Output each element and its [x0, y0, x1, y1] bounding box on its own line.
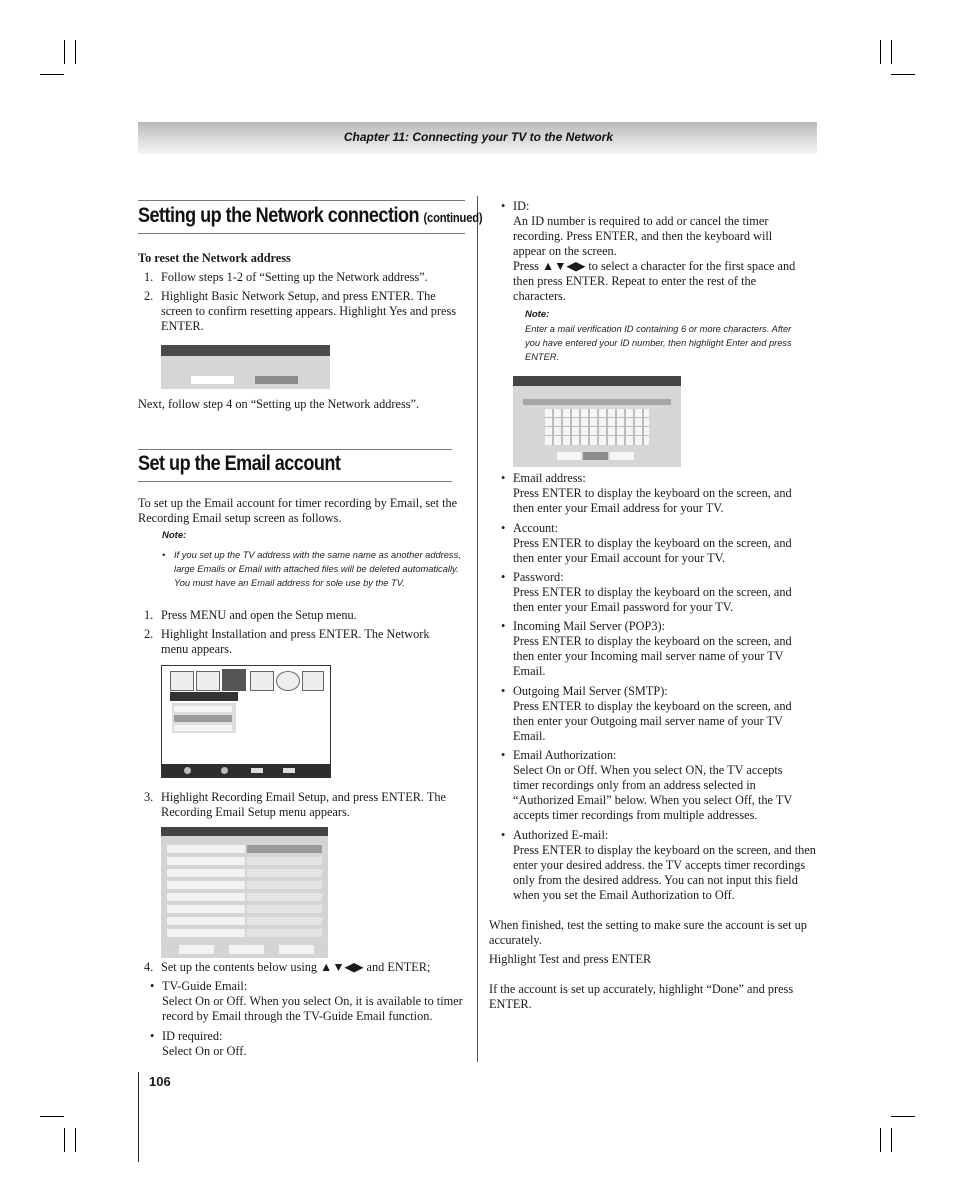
step-2: 2. Highlight Installation and press ENTER. The Network menu appears.	[144, 627, 430, 656]
bullet-tv-guide-email: • TV-Guide Email: Select On or Off. When you select On, it is available to timer record by Email through the TV-Guide Email function.	[150, 979, 463, 1023]
keyboard-screenshot	[513, 376, 681, 467]
menu-title-bar	[170, 692, 238, 701]
bullet-id: • ID: An ID number is required to add or cancel the timer recording. Press ENTER, and then the keyboard will appear on the screen. Press ▲▼◀▶ to select a character for the first space and then press ENTER. Repeat to enter the rest of the characters.	[501, 199, 796, 303]
page-number: 106	[149, 1074, 171, 1089]
selected-row	[247, 845, 322, 853]
email-intro: To set up the Email account for timer recording by Email, set the Recording Email setup screen as follows.	[138, 496, 458, 525]
title-rule-bottom	[138, 233, 465, 234]
reset-heading: To reset the Network address	[138, 251, 291, 265]
id-note-body: Enter a mail verification ID containing 6 or more characters. After you have entered your ID number, then highlight Enter and press ENTER.	[525, 324, 792, 362]
menu-list	[172, 703, 236, 733]
bullet-email-authorization: • Email Authorization: Select On or Off. When you select ON, the TV accepts timer recordings only from an address selected in “Authorized Email” below. When you select Off, the TV accepts timer recordings from multiple addresses.	[501, 748, 792, 822]
page-number-rule	[138, 1072, 139, 1162]
step-4: 4. Set up the contents below using ▲▼◀▶ and ENTER;	[144, 960, 431, 974]
bullet-authorized-email: • Authorized E-mail: Press ENTER to display the keyboard on the screen, and then enter your desired address. the TV accepts timer recordings only from the desired address. You can not input this field when you set the Email Authorization to Off.	[501, 828, 816, 902]
network-menu-screenshot	[161, 665, 331, 778]
keyboard-row-divider	[545, 435, 649, 436]
chapter-title: Chapter 11: Connecting your TV to the Network	[343, 130, 613, 144]
column-divider	[477, 196, 478, 1062]
note-heading: Note:	[162, 530, 187, 541]
chapter-header	[138, 122, 817, 154]
reset-confirm-screenshot	[161, 345, 330, 389]
enter-key-highlight	[583, 452, 608, 460]
bullet-email-address: • Email address: Press ENTER to display the keyboard on the screen, and then enter your Email address for your TV.	[501, 471, 792, 515]
keyboard-row-divider	[545, 426, 649, 427]
finish-text-2: Highlight Test and press ENTER	[489, 952, 652, 966]
plug-icon	[196, 671, 220, 691]
step-3: 3. Highlight Recording Email Setup, and press ENTER. The Recording Email Setup menu appears.	[144, 790, 446, 819]
section-title-network: Setting up the Network connection (continued)	[138, 204, 483, 227]
bullet-outgoing-server: • Outgoing Mail Server (SMTP): Press ENTER to display the keyboard on the screen, and then enter your Outgoing mail server name of your TV Email.	[501, 684, 792, 743]
menu-tab-icons	[170, 669, 322, 691]
bullet-id-required: • ID required: Select On or Off.	[150, 1029, 247, 1058]
reset-step-1: 1. Follow steps 1-2 of “Setting up the Network address”.	[144, 270, 428, 284]
menu-item-selected	[174, 715, 232, 722]
setup-icon	[222, 669, 246, 691]
keyboard-buttons	[557, 452, 637, 460]
bullet-account: • Account: Press ENTER to display the keyboard on the screen, and then enter your Email account for your TV.	[501, 521, 792, 565]
keyboard-keys	[545, 409, 649, 445]
picture-icon	[250, 671, 274, 691]
keyboard-row-divider	[545, 417, 649, 418]
step-1: 1. Press MENU and open the Setup menu.	[144, 608, 357, 622]
finish-text-3: If the account is set up accurately, highlight “Done” and press ENTER.	[489, 982, 794, 1011]
antenna-icon	[170, 671, 194, 691]
note-body: • If you set up the TV address with the same name as another address, large Emails or Email with attached files will be deleted automatically. You must have an Email address for sole use by the TV.	[162, 550, 461, 588]
recording-email-setup-screenshot	[161, 827, 328, 958]
id-note-heading: Note:	[525, 309, 550, 320]
menu-footer-bar	[162, 764, 330, 777]
next-step-text: Next, follow step 4 on “Setting up the Network address”.	[138, 397, 420, 411]
bullet-incoming-server: • Incoming Mail Server (POP3): Press ENTER to display the keyboard on the screen, and then enter your Incoming mail server name of your TV Email.	[501, 619, 792, 678]
finish-text-1: When finished, test the setting to make sure the account is set up accurately.	[489, 918, 807, 947]
section-title-email: Set up the Email account	[138, 452, 341, 475]
id-entry-field	[523, 399, 671, 405]
title-rule-top	[138, 200, 465, 201]
title2-rule-top	[138, 449, 452, 450]
no-button	[255, 376, 298, 384]
yes-button	[191, 376, 234, 384]
bullet-password: • Password: Press ENTER to display the keyboard on the screen, and then enter your Email password for your TV.	[501, 570, 792, 614]
setup-buttons	[179, 945, 319, 954]
info-icon	[302, 671, 324, 691]
setup-rows	[167, 845, 322, 941]
reset-step-2: 2. Highlight Basic Network Setup, and press ENTER. The screen to confirm resetting appears. Highlight Yes and press ENTER.	[144, 289, 457, 333]
title2-rule-bottom	[138, 481, 452, 482]
clock-icon	[276, 671, 300, 691]
